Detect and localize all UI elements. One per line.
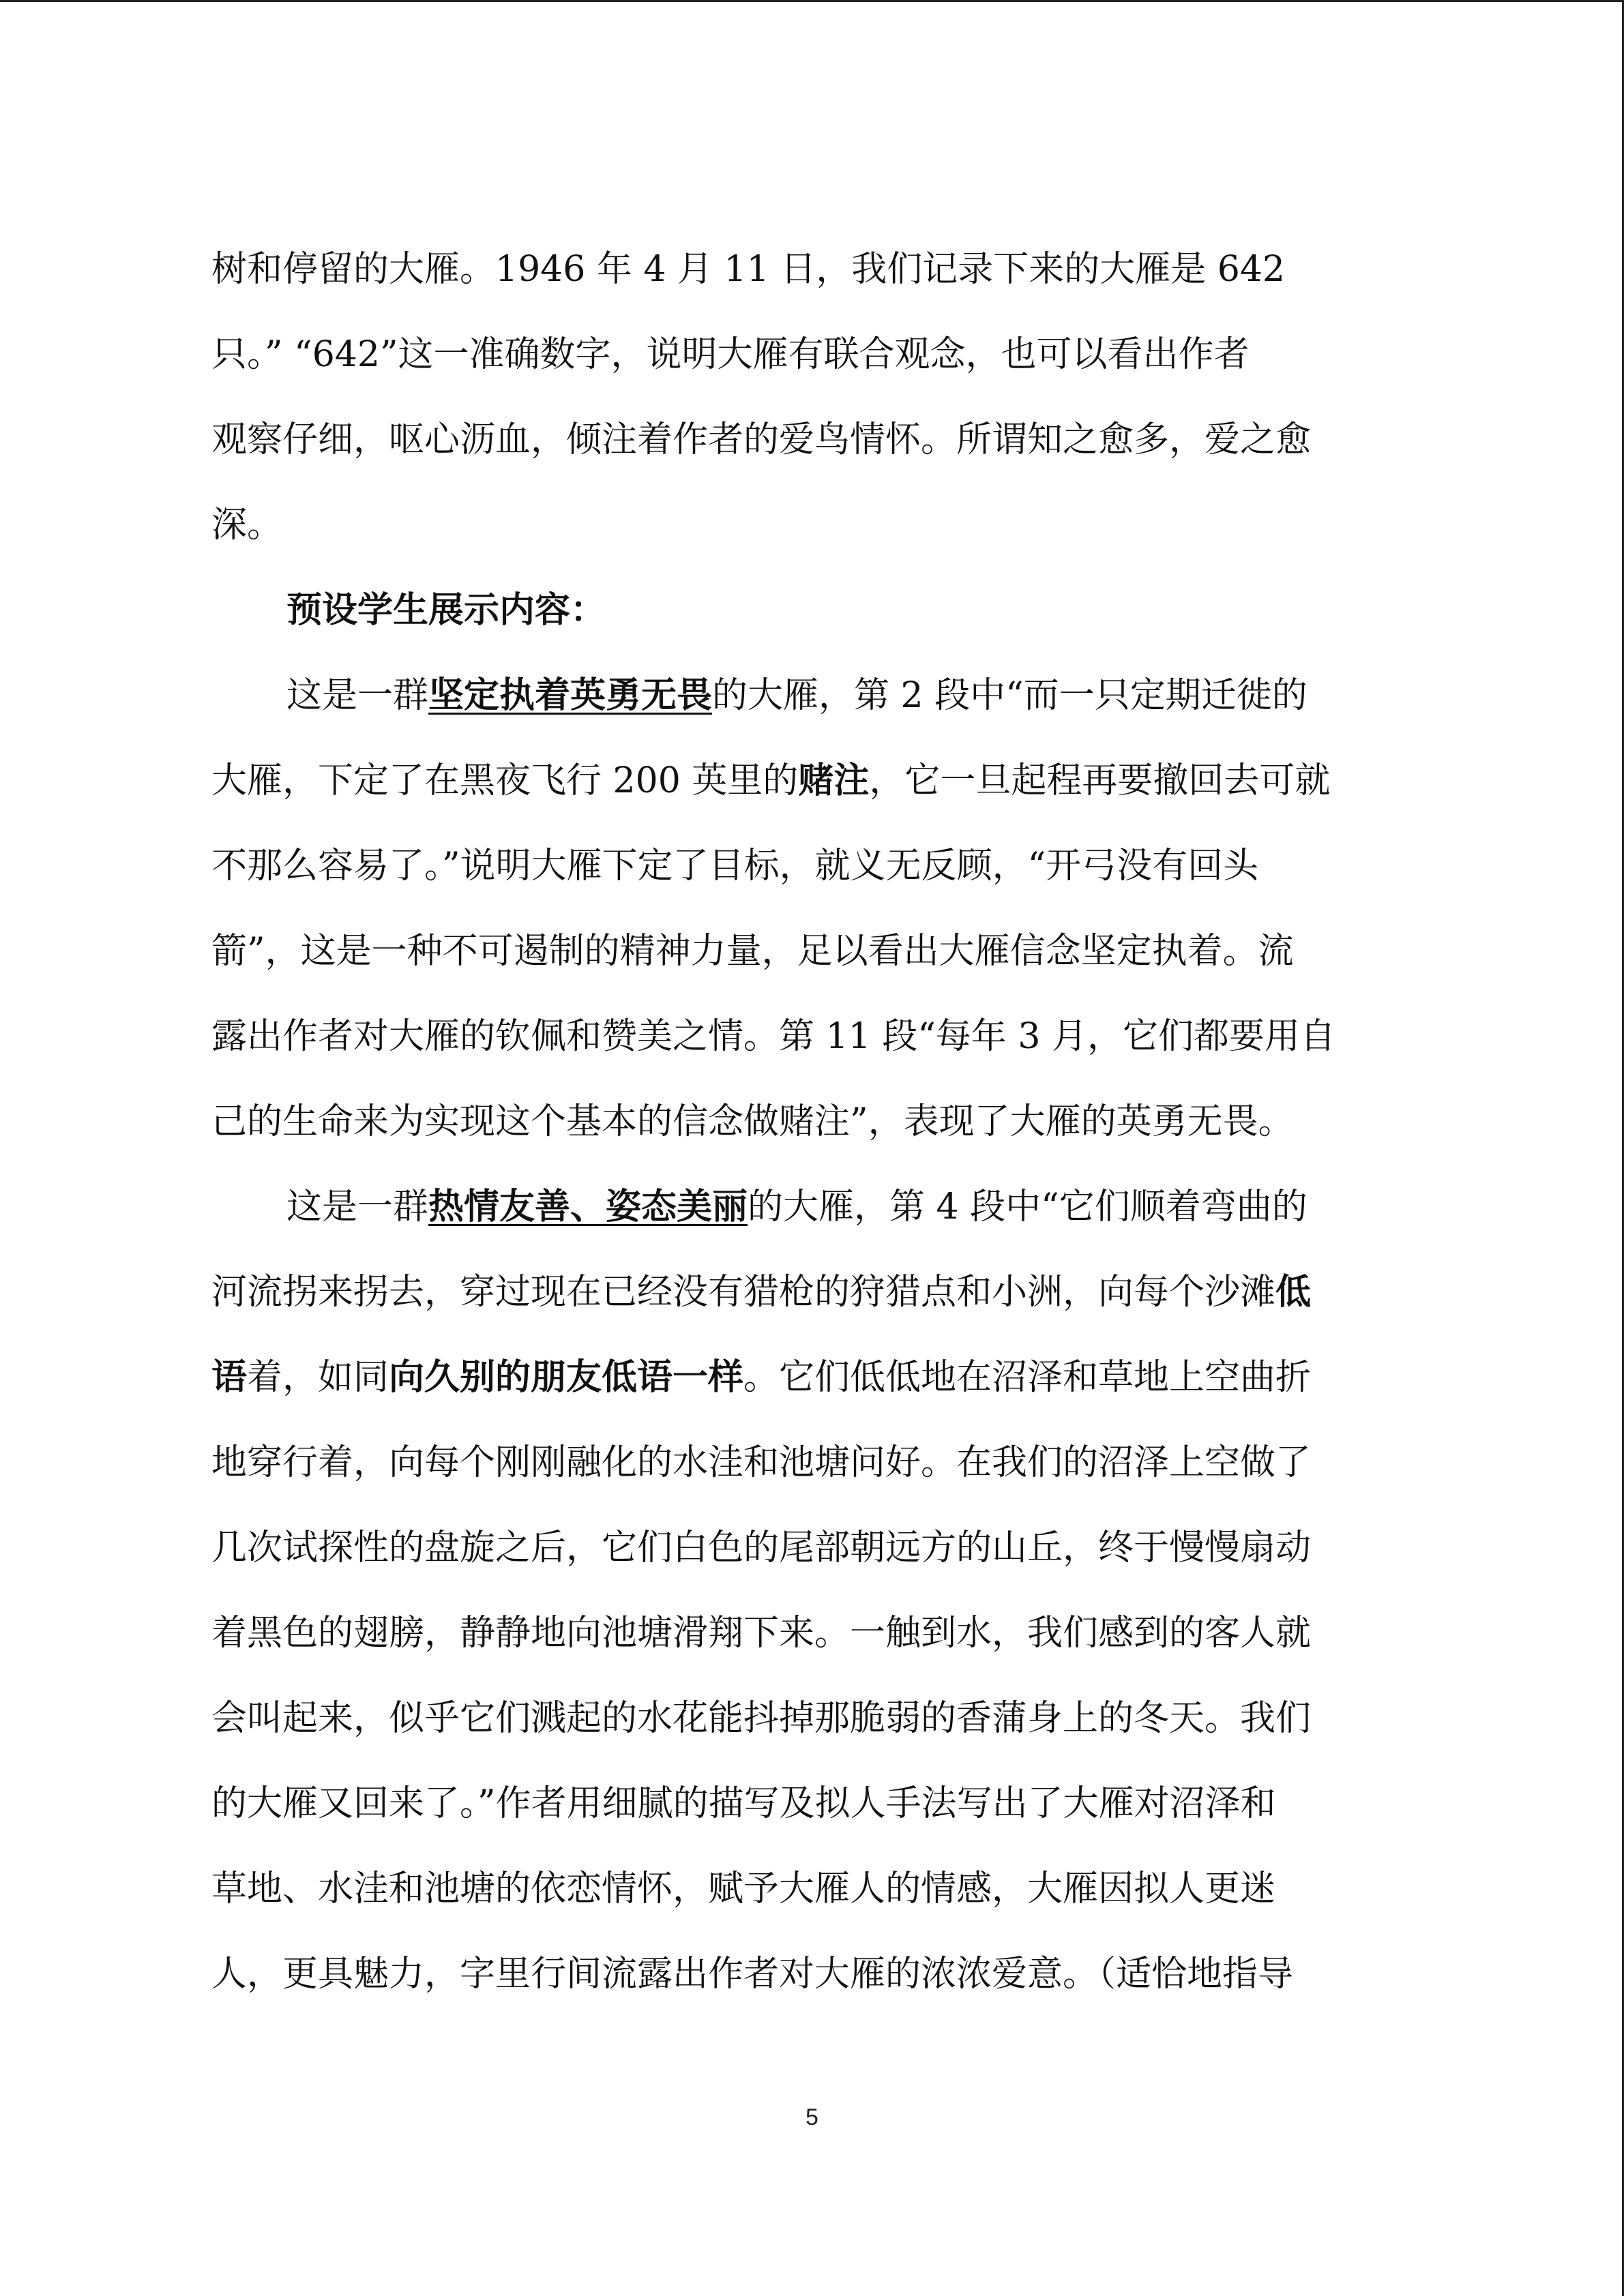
text-line-14 — [211, 1354, 1311, 1401]
text-span: 这是一群 — [286, 1187, 429, 1227]
section-heading: 预设学生展示内容： — [286, 590, 606, 631]
text-line-9: 箭”，这是一种不可遏制的精神力量，足以看出大雁信念坚定执着。流 — [211, 931, 1294, 972]
text-span: 。它们低低地在沼泽和草地上空曲折 — [743, 1357, 1312, 1398]
text-line-15: 地穿行着，向每个刚刚融化的水洼和池塘问好。在我们的沼泽上空做了 — [211, 1442, 1312, 1483]
text-line-2: 只。” “642”这一准确数字，说明大雁有联合观念，也可以看出作者 — [211, 334, 1250, 375]
text-span: 的大雁，第 4 段中“它们顺着弯曲的 — [748, 1187, 1308, 1227]
text-line-17: 着黑色的翅膀，静静地向池塘滑翔下来。一触到水，我们感到的客人就 — [211, 1613, 1312, 1654]
bold-phrase: 向久别的朋友低语一样 — [389, 1357, 744, 1398]
underlined-bold-phrase: 热情友善、姿态美丽 — [428, 1187, 748, 1227]
page-number: 5 — [806, 2104, 818, 2130]
text-line-1: 树和停留的大雁。1946 年 4 月 11 日，我们记录下来的大雁是 642 — [211, 249, 1286, 290]
text-line-19: 的大雁又回来了。”作者用细腻的描写及拟人手法写出了大雁对沼泽和 — [211, 1783, 1276, 1824]
bold-phrase: 语 — [211, 1357, 248, 1398]
text-span: 着，如同 — [247, 1357, 389, 1398]
text-line-21: 人，更具魅力，字里行间流露出作者对大雁的浓浓爱意。（适恰地指导 — [211, 1954, 1294, 1995]
bold-phrase: 低 — [1275, 1272, 1312, 1313]
text-line-6 — [286, 672, 1308, 719]
bold-phrase: 赌注 — [798, 760, 870, 801]
text-line-8: 不那么容易了。”说明大雁下定了目标，就义无反顾，“开弓没有回头 — [211, 846, 1259, 886]
text-line-3: 观察仔细，呕心沥血，倾注着作者的爱鸟情怀。所谓知之愈多，爱之愈 — [211, 419, 1312, 460]
text-span: ，它一旦起程再要撤回去可就 — [869, 760, 1331, 801]
text-span: 这是一群 — [286, 675, 429, 716]
text-line-12 — [286, 1183, 1308, 1231]
text-line-11: 己的生命来为实现这个基本的信念做赌注”，表现了大雁的英勇无畏。 — [211, 1101, 1294, 1142]
text-line-16: 几次试探性的盘旋之后，它们白色的尾部朝远方的山丘，终于慢慢扇动 — [211, 1527, 1312, 1568]
page-border-top — [0, 0, 1624, 2]
text-line-4: 深。 — [211, 505, 283, 546]
text-span: 大雁，下定了在黑夜飞行 200 英里的 — [211, 760, 799, 801]
text-line-7 — [211, 757, 1330, 805]
text-line-13 — [211, 1268, 1311, 1316]
text-line-20: 草地、水洼和池塘的依恋情怀，赋予大雁人的情感，大雁因拟人更迷 — [211, 1868, 1276, 1909]
text-line-10: 露出作者对大雁的钦佩和赞美之情。第 11 段“每年 3 月，它们都要用自 — [211, 1016, 1335, 1057]
text-span: 的大雁，第 2 段中“而一只定期迁徙的 — [712, 675, 1308, 716]
underlined-bold-phrase: 坚定执着英勇无畏 — [428, 675, 713, 716]
text-line-18: 会叫起来，似乎它们溅起的水花能抖掉那脆弱的香蒲身上的冬天。我们 — [211, 1698, 1312, 1739]
text-span: 河流拐来拐去，穿过现在已经没有猎枪的狩猎点和小洲，向每个沙滩 — [211, 1272, 1276, 1313]
